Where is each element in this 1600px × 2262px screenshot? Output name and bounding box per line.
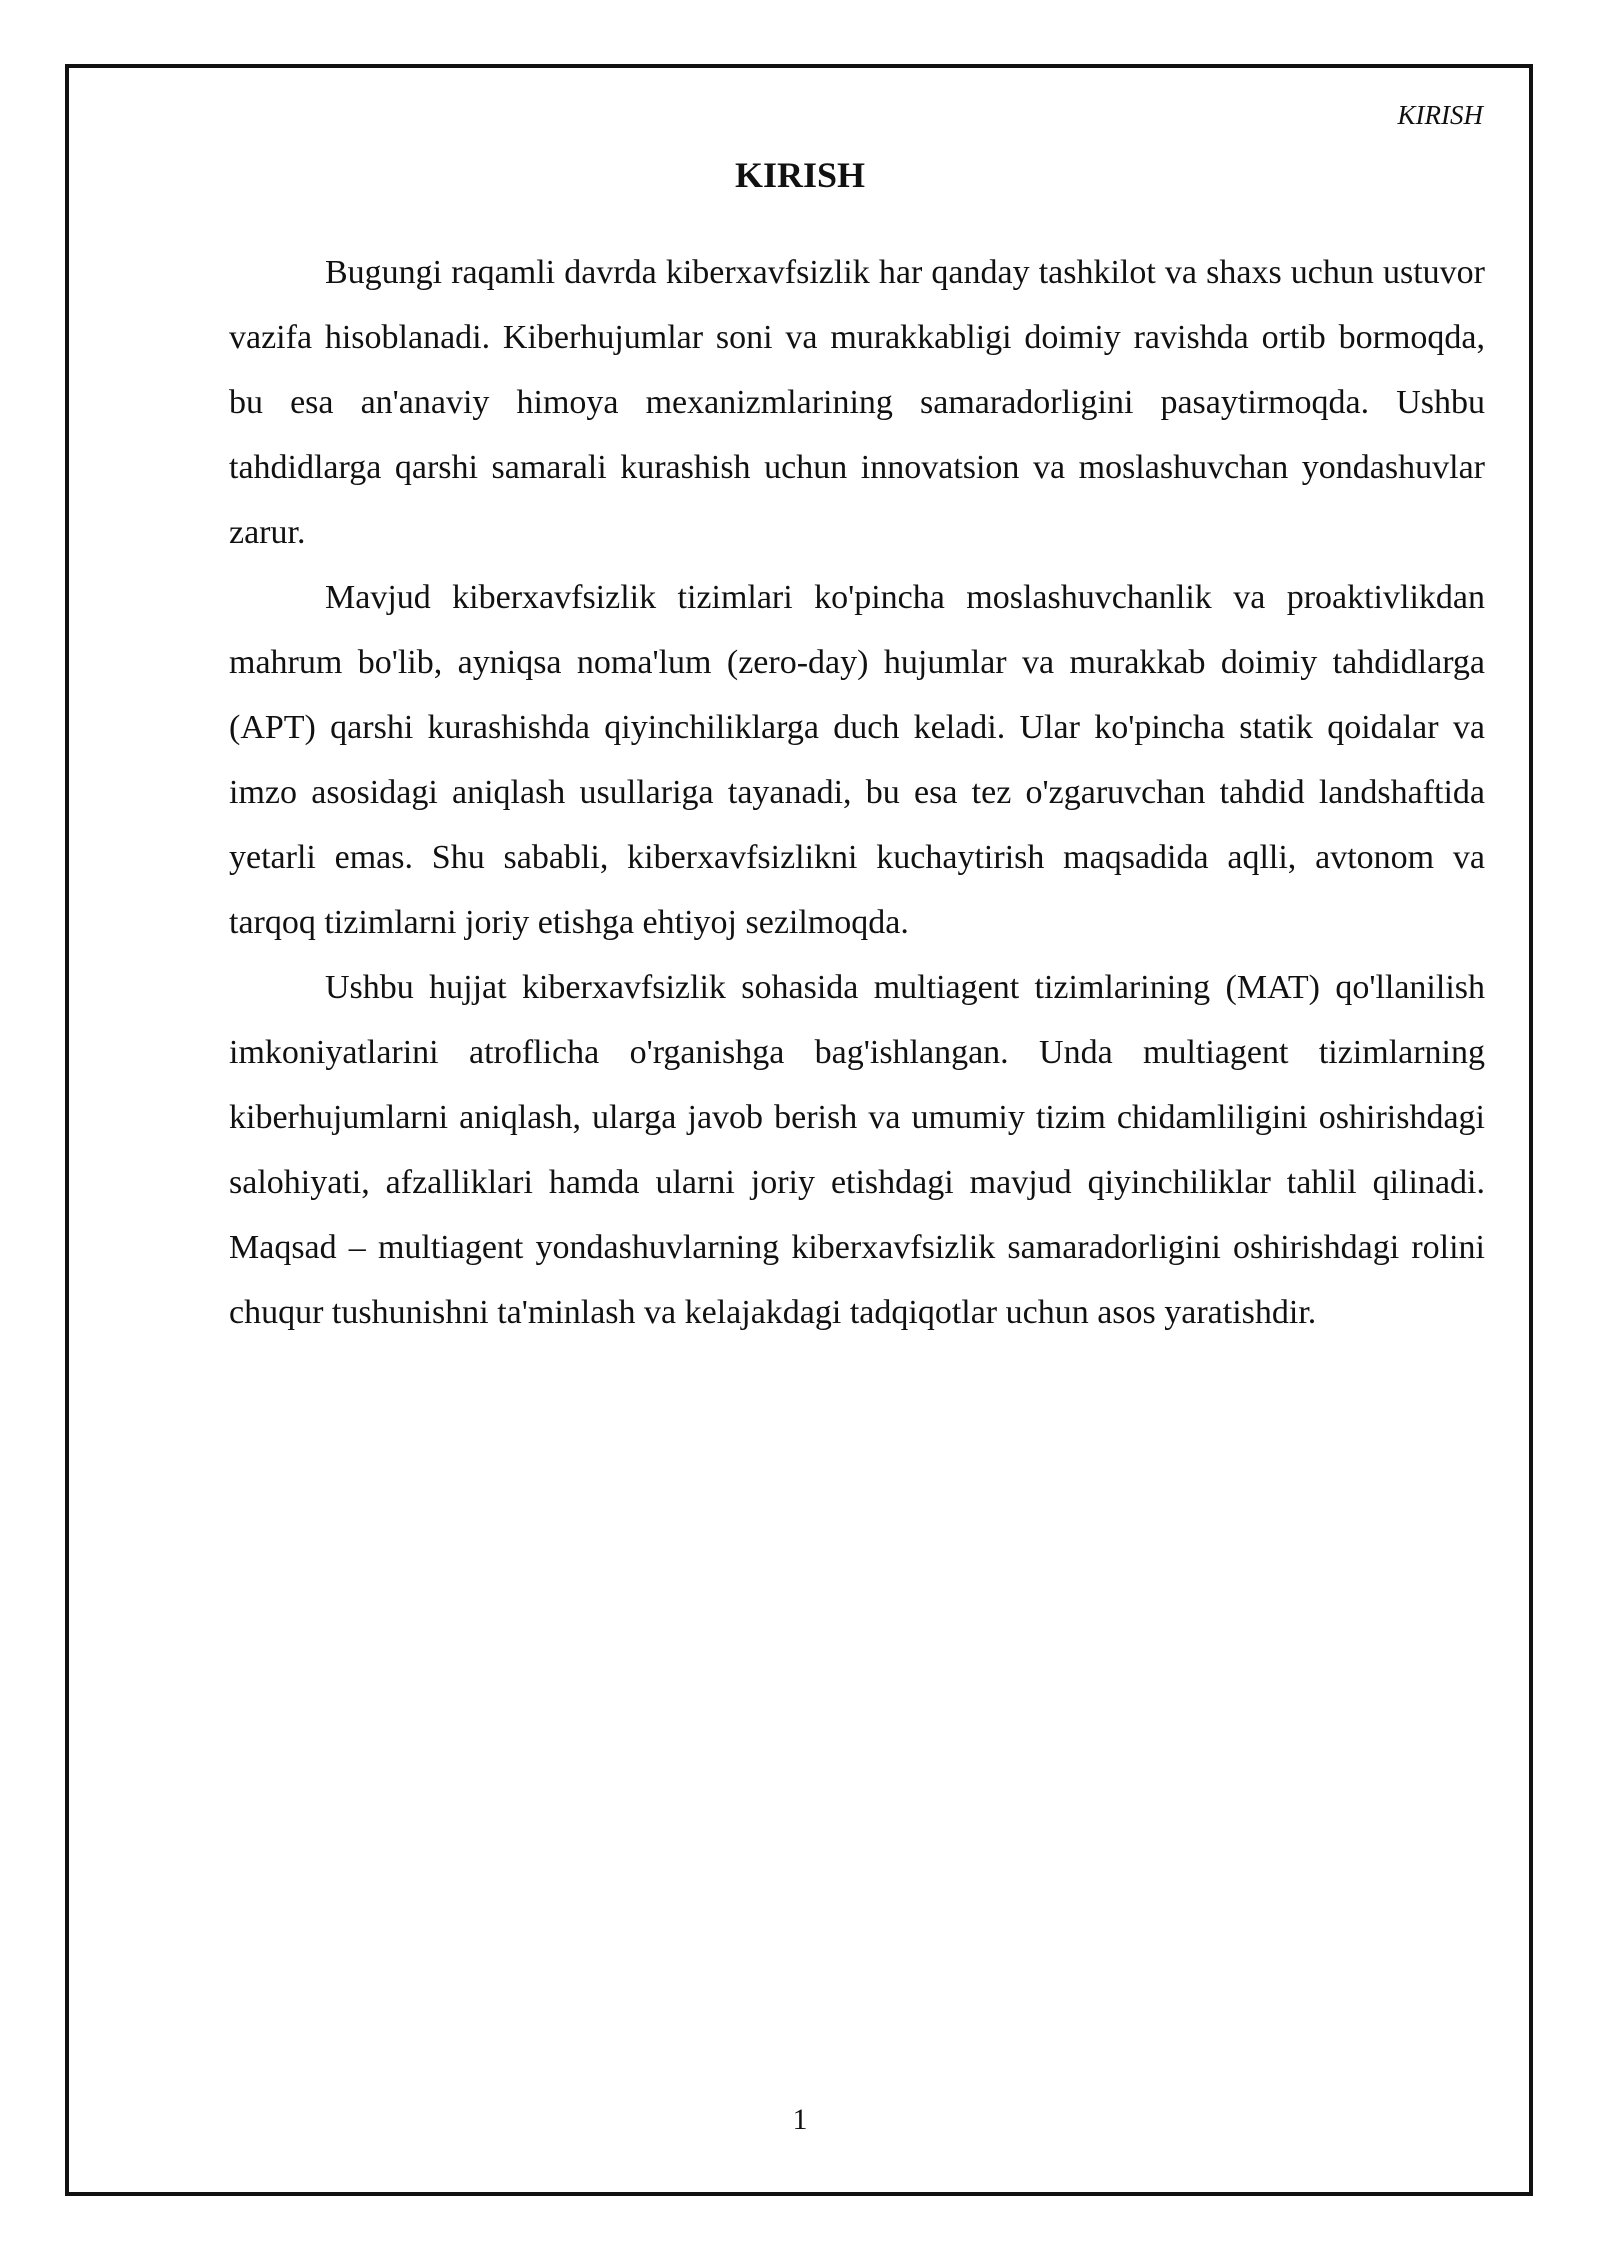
- paragraph: Ushbu hujjat kiberxavfsizlik sohasida multiagent tizimlarining (MAT) qo'llanilish imkoniyatlarini atroflicha o'rganishga bag'ishlangan. Unda multiagent tizimlarning kiberhujumlarni aniqlash, ularga javob berish va umumiy tizim chidamliligini oshirishdagi salohiyati, afzalliklari hamda ularni joriy etishdagi mavjud qiyinchiliklar tahlil qilinadi. Maqsad – multiagent yondashuvlarning kiberxavfsizlik samaradorligini oshirishdagi rolini chuqur tushunishni ta'minlash va kelajakdagi tadqiqotlar uchun asos yaratishdir.: [229, 969, 1485, 1331]
- section-title: KIRISH: [734, 155, 866, 195]
- body-text: [229, 240, 1485, 1345]
- page-number: 1: [792, 2103, 808, 2136]
- running-header: KIRISH: [1397, 100, 1483, 130]
- paragraph: Mavjud kiberxavfsizlik tizimlari ko'pincha moslashuvchanlik va proaktivlikdan mahrum bo'lib, ayniqsa noma'lum (zero-day) hujumlar va murakkab doimiy tahdidlarga (APT) qarshi kurashishda qiyinchiliklarga duch keladi. Ular ko'pincha statik qoidalar va imzo asosidagi aniqlash usullariga tayanadi, bu esa tez o'zgaruvchan tahdid landshaftida yetarli emas. Shu sababli, kiberxavfsizlikni kuchaytirish maqsadida aqlli, avtonom va tarqoq tizimlarni joriy etishga ehtiyoj sezilmoqda.: [229, 579, 1485, 941]
- paragraph: Bugungi raqamli davrda kiberxavfsizlik har qanday tashkilot va shaxs uchun ustuvor vazifa hisoblanadi. Kiberhujumlar soni va murakkabligi doimiy ravishda ortib bormoqda, bu esa an'anaviy himoya mexanizmlarining samaradorligini pasaytirmoqda. Ushbu tahdidlarga qarshi samarali kurashish uchun innovatsion va moslashuvchan yondashuvlar zarur.: [229, 254, 1485, 551]
